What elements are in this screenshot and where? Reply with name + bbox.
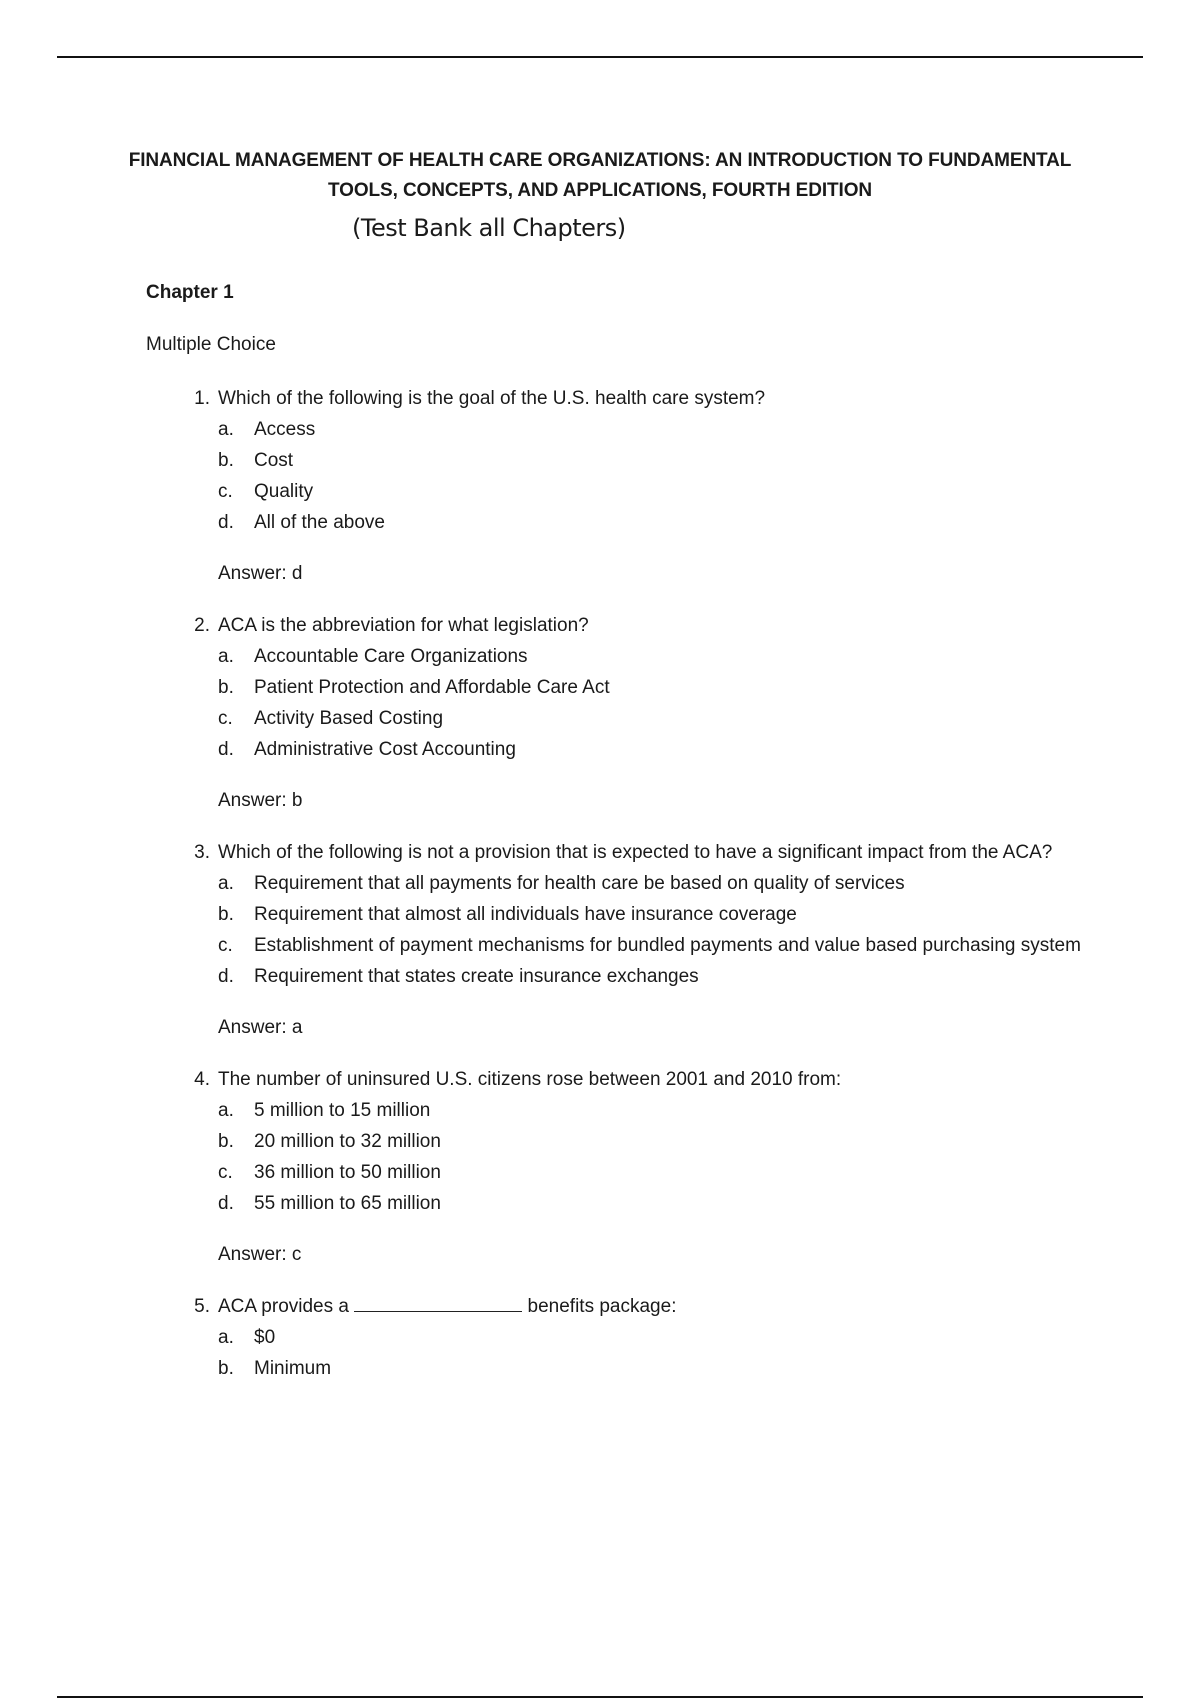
- question-number: 1.: [194, 388, 210, 409]
- option-letter: c.: [218, 708, 233, 729]
- question-text: The number of uninsured U.S. citizens rose between 2001 and 2010 from:: [218, 1069, 842, 1090]
- option-a: [146, 414, 1086, 445]
- option-text: Minimum: [254, 1358, 332, 1379]
- option-letter: d.: [218, 966, 234, 987]
- question-text: Which of the following is not a provision that is expected to have a significant impact from the ACA?: [218, 842, 1053, 863]
- option-list: [146, 641, 1086, 765]
- option-c: [146, 703, 1086, 734]
- option-list: [146, 1095, 1086, 1219]
- question-number: 3.: [194, 842, 210, 863]
- option-text: Administrative Cost Accounting: [254, 739, 516, 760]
- question-list: [146, 383, 1086, 1405]
- option-list: [146, 414, 1086, 538]
- option-text: Establishment of payment mechanisms for bundled payments and value based purchasing system: [254, 935, 1081, 956]
- option-a: [146, 1095, 1086, 1126]
- option-b: [146, 1126, 1086, 1157]
- question-text: Which of the following is the goal of the U.S. health care system?: [218, 388, 766, 409]
- option-text: Requirement that almost all individuals have insurance coverage: [254, 904, 797, 925]
- section-heading: Multiple Choice: [146, 334, 276, 355]
- option-text: Requirement that all payments for health care be based on quality of services: [254, 873, 905, 894]
- option-letter: d.: [218, 739, 234, 760]
- answer-line: Answer: a: [218, 1017, 303, 1038]
- option-b: [146, 899, 1086, 930]
- answer-line: Answer: b: [218, 790, 303, 811]
- question-number: 2.: [194, 615, 210, 636]
- option-text: 36 million to 50 million: [254, 1162, 441, 1183]
- question-2: [146, 610, 1086, 816]
- option-letter: d.: [218, 1193, 234, 1214]
- option-c: [146, 1157, 1086, 1188]
- option-text: 5 million to 15 million: [254, 1100, 431, 1121]
- question-5: [146, 1291, 1086, 1384]
- option-letter: c.: [218, 481, 233, 502]
- option-b: [146, 672, 1086, 703]
- option-text: $0: [254, 1327, 276, 1348]
- option-text: Requirement that states create insurance exchanges: [254, 966, 699, 987]
- question-number: 5.: [194, 1296, 210, 1317]
- option-text: 55 million to 65 million: [254, 1193, 441, 1214]
- option-text: 20 million to 32 million: [254, 1131, 441, 1152]
- option-letter: a.: [218, 1327, 234, 1348]
- option-list: [146, 1322, 1086, 1384]
- option-c: [146, 930, 1086, 961]
- question-text-before-blank: ACA provides a: [218, 1296, 349, 1317]
- bottom-rule: [57, 1696, 1143, 1698]
- document-subtitle: (Test Bank all Chapters): [352, 214, 626, 242]
- chapter-heading: Chapter 1: [146, 282, 234, 303]
- document-title: [120, 146, 1080, 206]
- question-text-after-blank: benefits package:: [527, 1296, 677, 1317]
- option-letter: a.: [218, 646, 234, 667]
- option-d: [146, 507, 1086, 538]
- option-letter: c.: [218, 1162, 233, 1183]
- option-d: [146, 734, 1086, 765]
- option-text: Quality: [254, 481, 314, 502]
- option-d: [146, 1188, 1086, 1219]
- option-text: Access: [254, 419, 316, 440]
- option-text: All of the above: [254, 512, 385, 533]
- question-3: [146, 837, 1086, 1043]
- title-line-2: TOOLS, CONCEPTS, AND APPLICATIONS, FOURTH EDITION: [327, 180, 872, 201]
- option-text: Patient Protection and Affordable Care Act: [254, 677, 610, 698]
- option-letter: a.: [218, 1100, 234, 1121]
- answer-line: Answer: c: [218, 1244, 302, 1265]
- option-b: [146, 445, 1086, 476]
- option-letter: d.: [218, 512, 234, 533]
- option-a: [146, 641, 1086, 672]
- top-rule: [57, 56, 1143, 58]
- option-letter: b.: [218, 1358, 234, 1379]
- option-text: Activity Based Costing: [254, 708, 444, 729]
- option-letter: b.: [218, 904, 234, 925]
- question-text: ACA is the abbreviation for what legislation?: [218, 615, 589, 636]
- question-number: 4.: [194, 1069, 210, 1090]
- option-letter: b.: [218, 1131, 234, 1152]
- option-letter: a.: [218, 419, 234, 440]
- option-letter: a.: [218, 873, 234, 894]
- option-a: [146, 1322, 1086, 1353]
- option-letter: b.: [218, 677, 234, 698]
- option-text: Accountable Care Organizations: [254, 646, 528, 667]
- option-letter: c.: [218, 935, 233, 956]
- option-b: [146, 1353, 1086, 1384]
- option-list: [146, 868, 1086, 992]
- question-4: [146, 1064, 1086, 1270]
- option-a: [146, 868, 1086, 899]
- question-1: [146, 383, 1086, 589]
- option-letter: b.: [218, 450, 234, 471]
- question-text: [218, 1291, 1086, 1322]
- fill-in-blank: [354, 1293, 522, 1312]
- option-text: Cost: [254, 450, 294, 471]
- answer-line: Answer: d: [218, 563, 303, 584]
- title-line-1: FINANCIAL MANAGEMENT OF HEALTH CARE ORGANIZATIONS: AN INTRODUCTION TO FUNDAMENTAL: [128, 150, 1072, 171]
- option-d: [146, 961, 1086, 992]
- option-c: [146, 476, 1086, 507]
